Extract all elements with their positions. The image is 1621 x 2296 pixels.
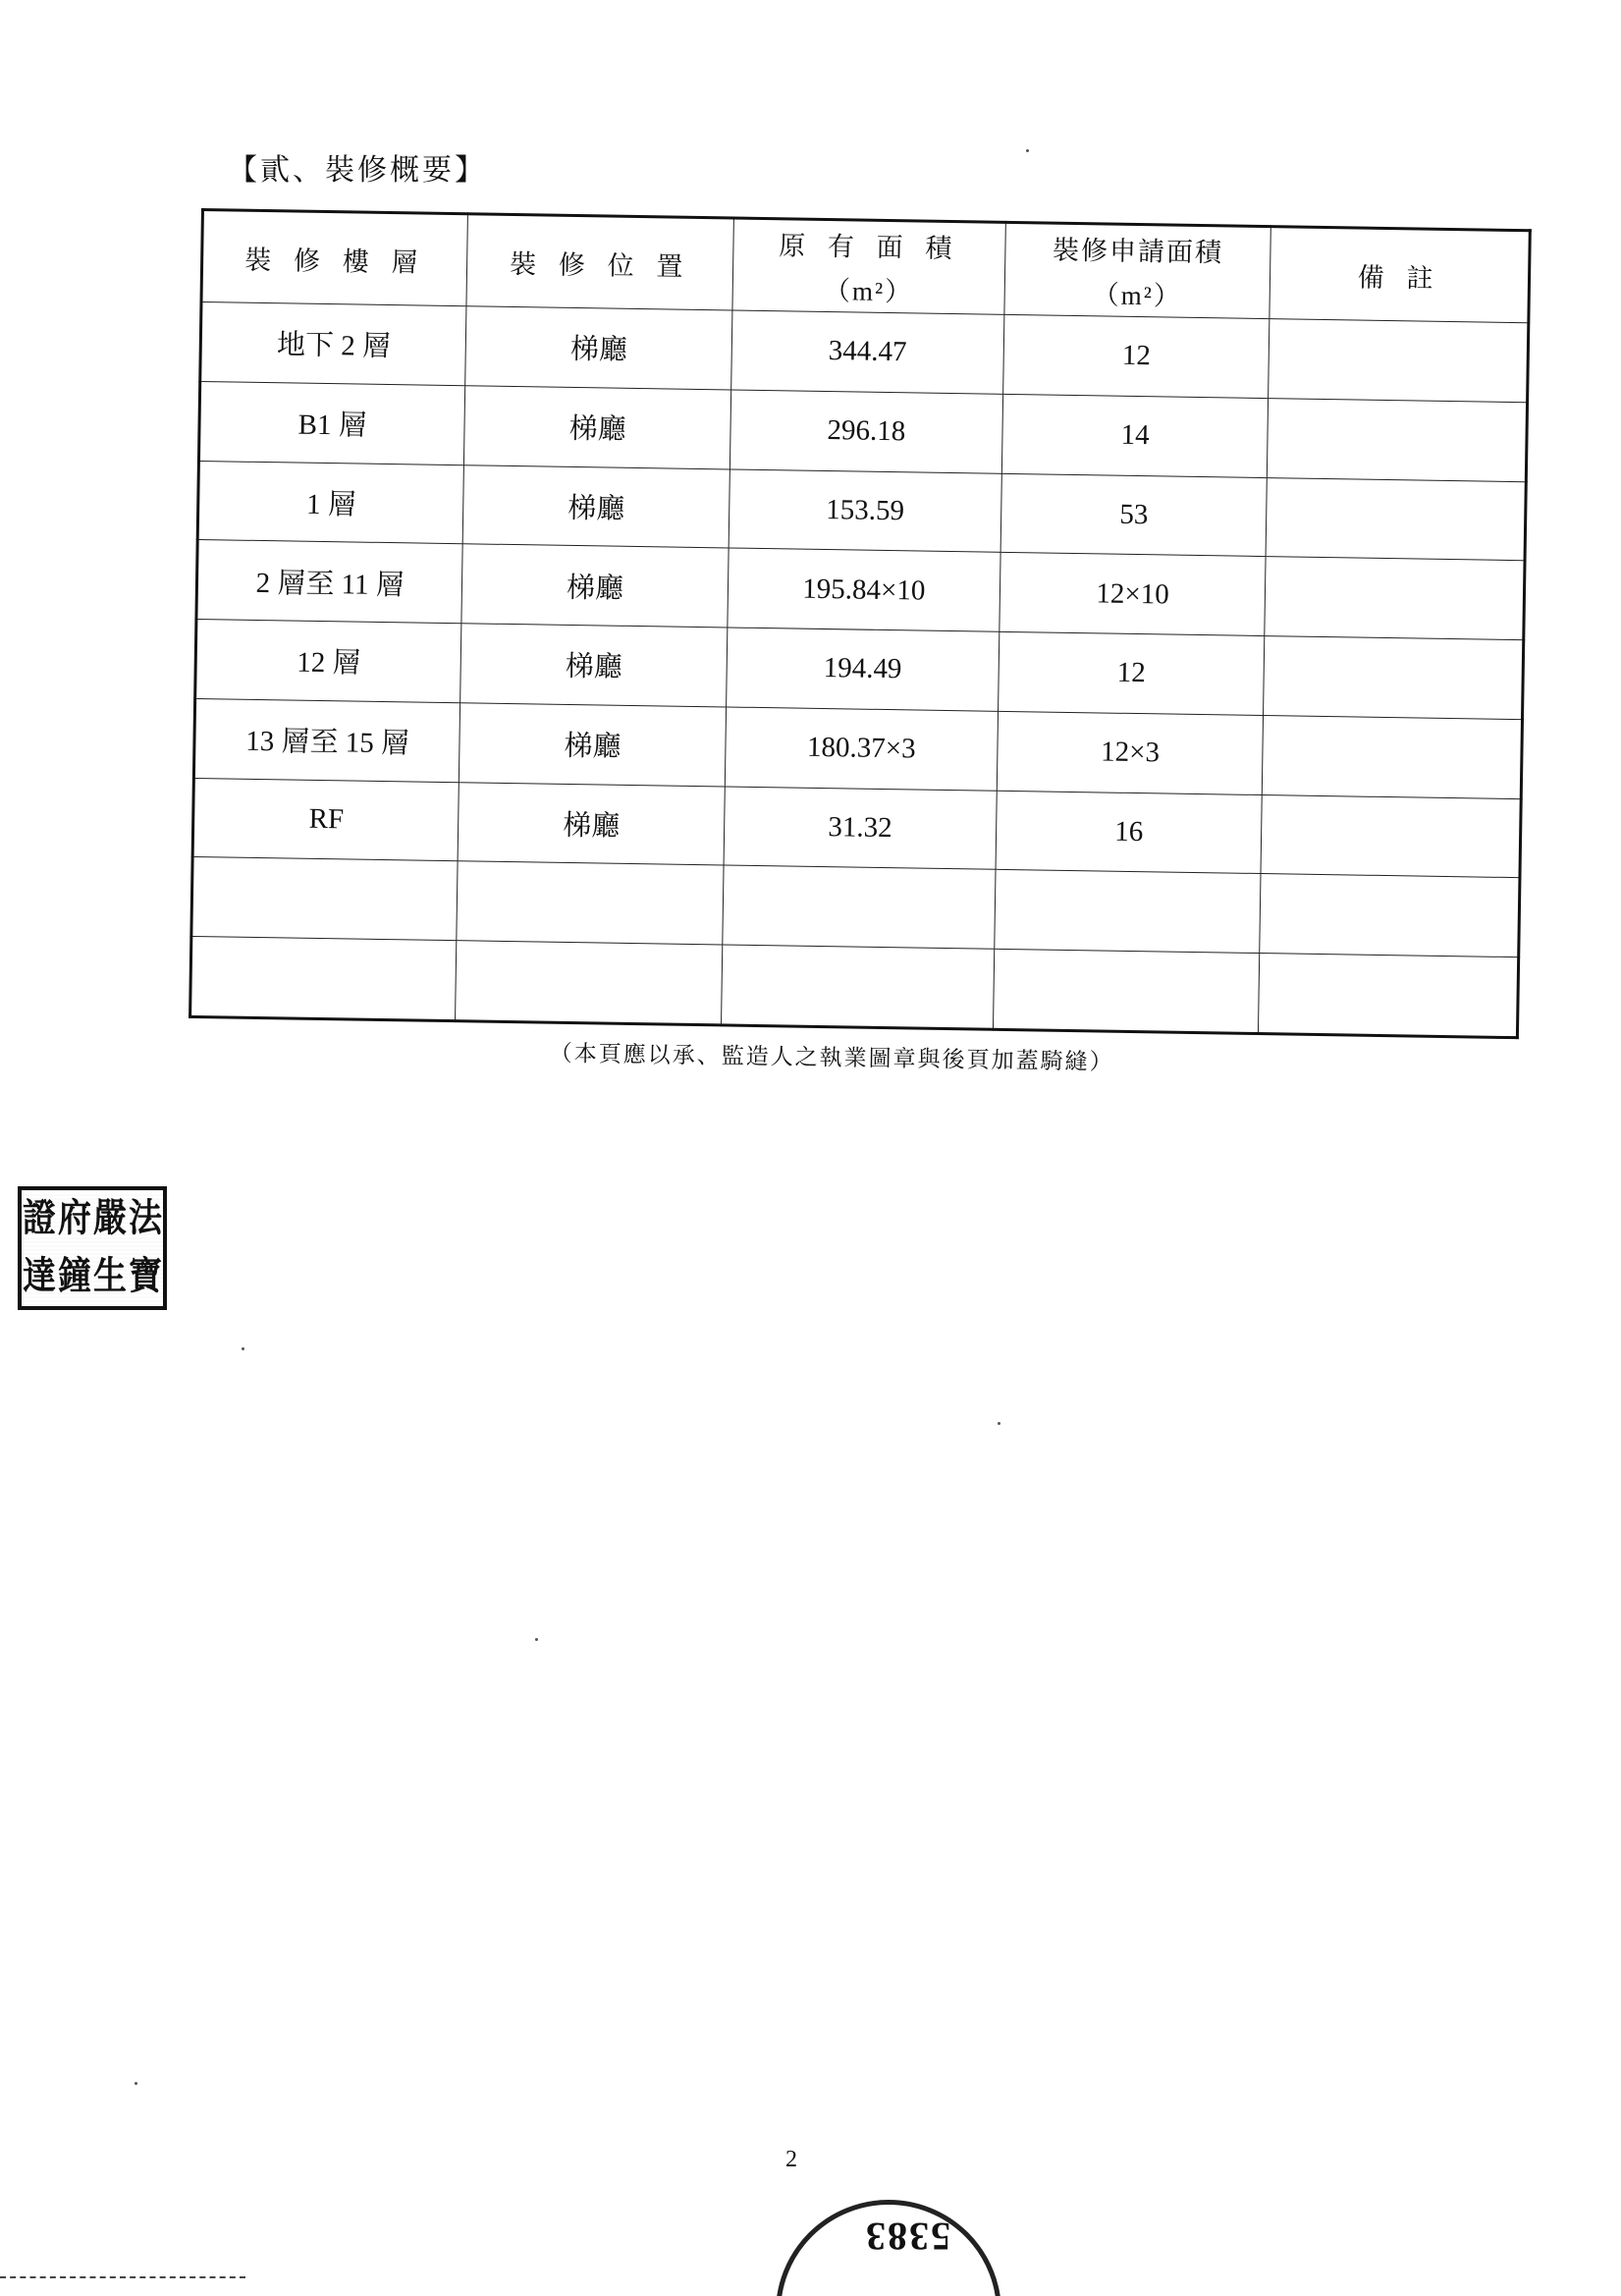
cell-original-area (721, 945, 994, 1029)
cell-location (457, 861, 724, 945)
seal-char: 嚴 (93, 1197, 127, 1240)
cell-original-area: 296.18 (729, 390, 1002, 473)
page-number: 2 (785, 2147, 797, 2172)
cell-floor: 13 層至 15 層 (193, 698, 460, 782)
cell-remarks (1264, 636, 1524, 720)
seal-char: 鐘 (58, 1255, 91, 1298)
cell-floor (191, 857, 459, 941)
section-title: 【貳、裝修概要】 (228, 154, 487, 187)
cell-remarks (1265, 557, 1525, 640)
scan-speck (242, 1347, 244, 1350)
cell-remarks (1268, 398, 1528, 481)
cell-location: 梯廳 (461, 544, 729, 628)
cell-original-area: 31.32 (724, 787, 997, 870)
cell-original-area: 153.59 (729, 469, 1001, 553)
seal-char: 證 (23, 1197, 56, 1240)
cell-remarks (1266, 477, 1526, 561)
seal-char: 達 (23, 1255, 56, 1298)
cell-original-area: 195.84×10 (728, 548, 1000, 631)
header-applied-area (1004, 222, 1271, 318)
scan-speck (998, 1422, 1000, 1425)
seal-char: 府 (58, 1197, 91, 1240)
cell-remarks (1261, 794, 1521, 878)
cell-applied-area: 14 (1001, 394, 1269, 477)
scan-speck (1026, 149, 1029, 152)
cell-location (456, 941, 723, 1025)
cell-original-area: 180.37×3 (725, 707, 998, 791)
cell-floor: RF (192, 778, 459, 861)
header-floor: 裝 修 樓 層 (201, 210, 468, 306)
renovation-summary-table (189, 208, 1532, 1039)
header-applied-area-label: 裝修申請面積 (1052, 235, 1224, 268)
cell-applied-area: 12×10 (1000, 553, 1267, 636)
cell-floor: B1 層 (198, 381, 465, 465)
renovation-summary-table-wrapper (189, 208, 1532, 1039)
cell-remarks (1259, 954, 1519, 1038)
cell-original-area: 344.47 (730, 310, 1003, 394)
cell-applied-area: 16 (996, 791, 1263, 874)
cell-remarks (1269, 319, 1529, 403)
round-seal-text: 5383 (864, 2214, 950, 2259)
cell-location: 梯廳 (460, 624, 728, 707)
header-original-area-unit: （m²） (823, 275, 914, 307)
cell-location: 梯廳 (465, 306, 732, 390)
cell-applied-area (993, 949, 1260, 1033)
cell-remarks (1263, 715, 1523, 798)
seal-char: 生 (93, 1255, 127, 1298)
architect-seal-stamp (18, 1186, 167, 1310)
cell-original-area: 194.49 (726, 628, 999, 711)
header-original-area-label: 原 有 面 積 (778, 231, 960, 264)
cell-applied-area: 53 (1000, 473, 1268, 557)
cell-applied-area (995, 870, 1262, 954)
cell-location: 梯廳 (458, 782, 725, 865)
cell-applied-area: 12 (998, 631, 1265, 715)
cell-location: 梯廳 (463, 465, 730, 548)
cell-original-area (723, 865, 996, 949)
page-footnote: （本頁應以承、監造人之執業圖章與後頁加蓋騎縫） (549, 1040, 1114, 1075)
header-applied-area-unit: （m²） (1092, 280, 1183, 311)
cell-floor: 1 層 (197, 461, 464, 544)
cell-floor: 12 層 (195, 620, 462, 703)
perforation-dashed-line (0, 2276, 245, 2278)
cell-remarks (1260, 874, 1520, 957)
header-remarks: 備 註 (1270, 227, 1530, 323)
header-original-area (732, 218, 1006, 314)
seal-char: 寶 (129, 1255, 162, 1298)
cell-location: 梯廳 (459, 703, 727, 787)
cell-location: 梯廳 (464, 386, 731, 469)
seal-char: 法 (129, 1197, 162, 1240)
cell-floor: 2 層至 11 層 (196, 540, 463, 624)
scan-speck (135, 2082, 137, 2085)
cell-applied-area: 12 (1003, 314, 1270, 398)
scan-speck (535, 1638, 538, 1641)
cell-applied-area: 12×3 (997, 711, 1264, 794)
cell-floor: 地下 2 層 (200, 302, 467, 386)
cell-floor (190, 937, 458, 1021)
header-location: 裝 修 位 置 (466, 214, 733, 310)
